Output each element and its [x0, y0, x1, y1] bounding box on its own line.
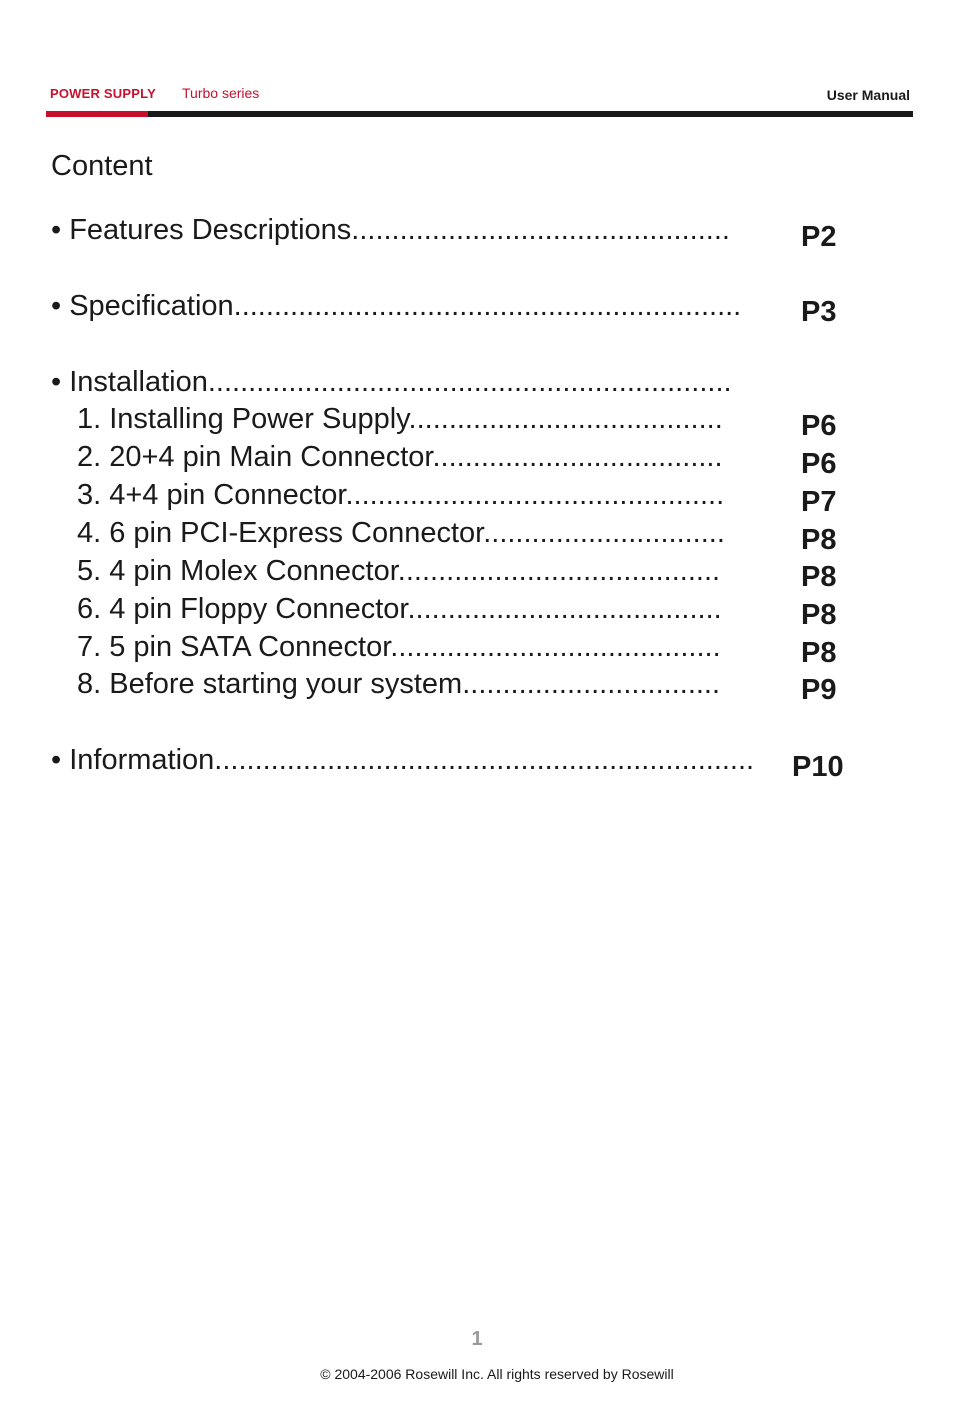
toc-page-main-connector: P6 [801, 448, 837, 480]
toc-page-floppy-connector: P8 [801, 599, 837, 631]
toc-entry-features: • Features Descriptions............................................... [51, 214, 730, 246]
toc-entry-pci-express-connector: 4. 6 pin PCI-Express Connector.............................. [77, 517, 725, 549]
toc-entry-installation: • Installation................................................................. [51, 366, 732, 398]
toc-entry-4plus4-connector: 3. 4+4 pin Connector............................................... [77, 479, 725, 511]
toc-entry-molex-connector: 5. 4 pin Molex Connector........................................ [77, 555, 721, 587]
toc-page-features: P2 [801, 221, 837, 253]
doc-type-label: User Manual [826, 87, 910, 103]
toc-entry-information: • Information................................................................... [51, 744, 755, 776]
toc-page-pci-express-connector: P8 [801, 524, 837, 556]
toc-entry-main-connector: 2. 20+4 pin Main Connector.................................... [77, 441, 723, 473]
toc-page-molex-connector: P8 [801, 561, 837, 593]
toc-page-specification: P3 [801, 296, 837, 328]
page-title: Content [51, 150, 153, 182]
toc-entry-sata-connector: 7. 5 pin SATA Connector......................................... [77, 631, 721, 663]
toc-entry-floppy-connector: 6. 4 pin Floppy Connector....................................... [77, 593, 722, 625]
toc-page-before-starting: P9 [801, 674, 837, 706]
toc-entry-before-starting: 8. Before starting your system................................ [77, 668, 721, 700]
header-rule-accent [46, 111, 148, 117]
toc-page-installing-power-supply: P6 [801, 410, 837, 442]
toc-page-information: P10 [792, 751, 844, 783]
series-label: Turbo series [182, 85, 260, 101]
toc-entry-installing-power-supply: 1. Installing Power Supply....................................... [77, 403, 723, 435]
header-rule [148, 111, 913, 117]
copyright-notice: © 2004-2006 Rosewill Inc. All rights reserved by Rosewill [320, 1366, 674, 1382]
toc-page-4plus4-connector: P7 [801, 486, 837, 518]
toc-page-sata-connector: P8 [801, 637, 837, 669]
brand-label: POWER SUPPLY [50, 86, 156, 101]
page-header [50, 84, 910, 108]
toc-entry-specification: • Specification............................................................... [51, 290, 742, 322]
page-number: 1 [471, 1328, 483, 1350]
